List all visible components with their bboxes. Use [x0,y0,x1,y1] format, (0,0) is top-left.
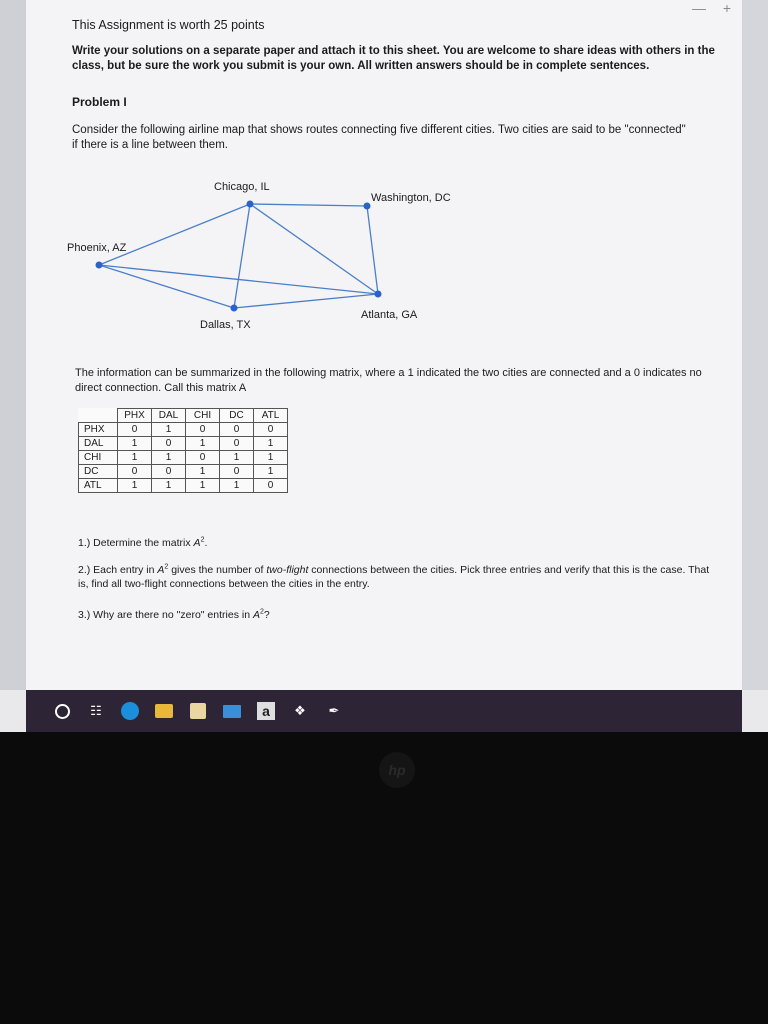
matrix-cell: 0 [118,465,152,479]
question-1-text: 1.) Determine the matrix [78,537,194,549]
city-node [96,262,103,269]
question-2-part-c: connections between the cities. Pick three entries and verify that this is the case. That is, find all two-flight connections between the cities in the entry. [78,564,710,590]
mail-icon[interactable] [222,701,242,721]
city-node [247,201,254,208]
matrix-cell: 1 [186,479,220,493]
matrix-cell: 1 [152,451,186,465]
matrix-row-header: ATL [79,479,118,493]
matrix-cell: 0 [152,465,186,479]
question-1 [78,536,207,551]
matrix-intro: The information can be summarized in the following matrix, where a 1 indicated the two cities are connected and a 0 indicates no direct connection. Call this matrix A [75,367,702,394]
matrix-cell: 1 [152,423,186,437]
adjacency-matrix [78,408,288,493]
matrix-variable: A [193,537,201,549]
matrix-cell: 1 [186,437,220,451]
stylus-icon[interactable]: ✒ [328,703,340,718]
city-label: Phoenix, AZ [67,242,127,254]
matrix-row-header: PHX [79,423,118,437]
route-line [99,265,378,294]
window-left-border [0,0,26,690]
city-node [231,305,238,312]
city-label: Atlanta, GA [361,309,418,321]
task-view-icon[interactable]: ☷ [90,703,102,718]
matrix-header-row [79,409,288,423]
matrix-cell: 0 [152,437,186,451]
matrix-cell: 0 [220,423,254,437]
store-icon[interactable] [188,701,208,721]
matrix-cell: 0 [186,451,220,465]
matrix-variable: A [252,609,260,621]
exponent: 2 [164,563,169,571]
matrix-variable: A [157,564,165,576]
problem-intro: Consider the following airline map that shows routes connecting five different cities. Two cities are said to be "connected" if there is a line between them. [72,124,686,151]
matrix-col-header: DAL [152,409,186,423]
city-label: Washington, DC [371,192,451,204]
matrix-row [79,437,288,451]
edge-icon[interactable] [120,701,140,721]
city-node [364,203,371,210]
airline-route-map [26,172,451,344]
matrix-cell: 1 [220,479,254,493]
matrix-cell: 1 [220,451,254,465]
question-3-text: 3.) Why are there no "zero" entries in [78,609,253,621]
question-3-end: ? [263,609,270,621]
problem-heading: Problem I [72,95,127,109]
question-1-end: . [204,537,208,549]
matrix-row-header: CHI [79,451,118,465]
question-2 [78,563,718,591]
assignment-title: This Assignment is worth 25 points [72,18,265,32]
matrix-col-header: PHX [118,409,152,423]
question-3 [78,608,270,623]
matrix-cell: 1 [118,479,152,493]
matrix-row [79,465,288,479]
exponent: 2 [259,608,264,616]
matrix-col-header: CHI [186,409,220,423]
matrix-row [79,451,288,465]
instructions-text: Write your solutions on a separate paper and attach it to this sheet. You are welcome to share ideas with others in the class, but be sure the work you submit is your own. All written answers should be in complete sentences. [72,45,715,72]
route-line [250,204,367,206]
city-node [375,291,382,298]
matrix-cell: 1 [118,437,152,451]
question-2-emphasis: two-flight [266,564,309,576]
route-line [234,204,250,308]
dropbox-icon[interactable]: ❖ [294,703,306,718]
matrix-col-header: ATL [254,409,288,423]
matrix-cell: 0 [220,437,254,451]
matrix-row [79,479,288,493]
city-label: Chicago, IL [214,181,270,193]
matrix-row-header: DAL [79,437,118,451]
amazon-icon[interactable] [256,701,276,721]
amazon-letter: a [257,702,275,720]
matrix-cell: 1 [118,451,152,465]
matrix-col-header: DC [220,409,254,423]
window-right-gutter [742,0,768,690]
matrix-cell: 1 [152,479,186,493]
window-controls [654,0,734,18]
question-2-part-a: 2.) Each entry in [78,564,158,576]
matrix-cell: 0 [186,423,220,437]
route-line [367,206,378,294]
start-icon[interactable] [52,701,72,721]
matrix-corner [79,409,118,423]
matrix-cell: 0 [254,479,288,493]
windows-taskbar [26,690,742,732]
matrix-cell: 1 [254,465,288,479]
city-label: Dallas, TX [200,319,251,331]
matrix-row-header: DC [79,465,118,479]
matrix-cell: 0 [118,423,152,437]
route-line [250,204,378,294]
question-2-part-b: gives the number of [168,564,267,576]
matrix-row [79,423,288,437]
matrix-cell: 0 [220,465,254,479]
file-explorer-icon[interactable] [154,701,174,721]
route-line [234,294,378,308]
exponent: 2 [200,536,205,544]
document-page [26,0,742,690]
matrix-cell: 1 [186,465,220,479]
matrix-cell: 0 [254,423,288,437]
minimize-icon[interactable]: — [692,0,706,16]
matrix-cell: 1 [254,451,288,465]
hp-logo: hp [379,752,415,788]
plus-icon[interactable]: + [722,0,732,16]
matrix-cell: 1 [254,437,288,451]
route-line [99,204,250,265]
